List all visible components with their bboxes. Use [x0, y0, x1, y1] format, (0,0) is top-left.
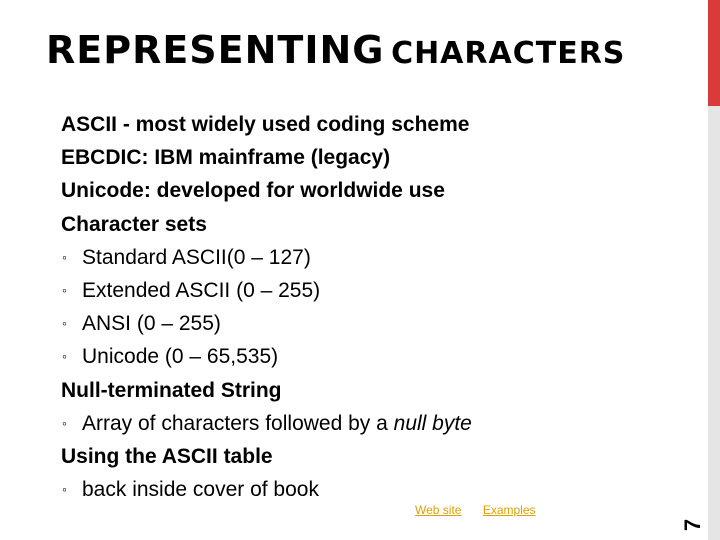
- footer-links: [415, 503, 536, 517]
- bullet-item-ascii: [40, 108, 680, 141]
- sub-bullet-standard-ascii: [40, 241, 680, 274]
- accent-bar-red: [708, 0, 720, 106]
- sub-bullet-unicode-range: [40, 340, 680, 373]
- bullet-item-character-sets: [40, 208, 680, 241]
- bullet-text: Using the ASCII table: [61, 444, 273, 468]
- sub-bullet-icon: ◦: [62, 414, 67, 431]
- sub-bullet-icon: ◦: [62, 348, 67, 365]
- sub-bullet-extended-ascii: [40, 274, 680, 307]
- sub-bullet-icon: ◦: [62, 315, 67, 332]
- sub-bullet-text: Array of characters followed by a: [82, 411, 394, 435]
- slide-title-part1: REPRESENTING: [46, 28, 385, 72]
- slide-title: [46, 28, 625, 72]
- bullet-list: [40, 108, 680, 506]
- web-site-link[interactable]: Web site: [415, 503, 462, 517]
- bullet-text: Character sets: [61, 212, 207, 236]
- sub-bullet-text: back inside cover of book: [82, 478, 319, 502]
- null-byte-term: null byte: [393, 411, 472, 435]
- slide-number: 7: [680, 518, 705, 532]
- bullet-text: EBCDIC: IBM mainframe (legacy): [61, 146, 391, 170]
- sub-bullet-text: Extended ASCII (0 – 255): [82, 278, 321, 302]
- sub-bullet-ansi: [40, 307, 680, 340]
- sub-bullet-icon: ◦: [62, 481, 67, 498]
- sub-bullet-text: Unicode (0 – 65,535): [82, 345, 279, 369]
- bullet-text: ASCII - most widely used coding scheme: [61, 113, 470, 136]
- examples-link[interactable]: Examples: [482, 503, 536, 517]
- bullet-item-ebcdic: [40, 141, 680, 174]
- accent-bar-grey: [708, 106, 720, 540]
- bullet-text: Null-terminated String: [61, 378, 282, 402]
- bullet-text: Unicode: developed for worldwide use: [61, 179, 445, 203]
- sub-bullet-text: Standard ASCII(0 – 127): [82, 245, 311, 269]
- sub-bullet-array-of-characters: [40, 407, 680, 440]
- bullet-item-unicode: [40, 174, 680, 207]
- bullet-item-null-terminated: [40, 374, 680, 407]
- sub-bullet-icon: ◦: [62, 248, 67, 265]
- sub-bullet-text: ANSI (0 – 255): [82, 312, 221, 336]
- sub-bullet-icon: ◦: [62, 281, 67, 298]
- sub-bullet-back-cover: [40, 473, 680, 506]
- bullet-item-ascii-table: [40, 440, 680, 473]
- slide-title-part2: CHARACTERS: [391, 36, 626, 71]
